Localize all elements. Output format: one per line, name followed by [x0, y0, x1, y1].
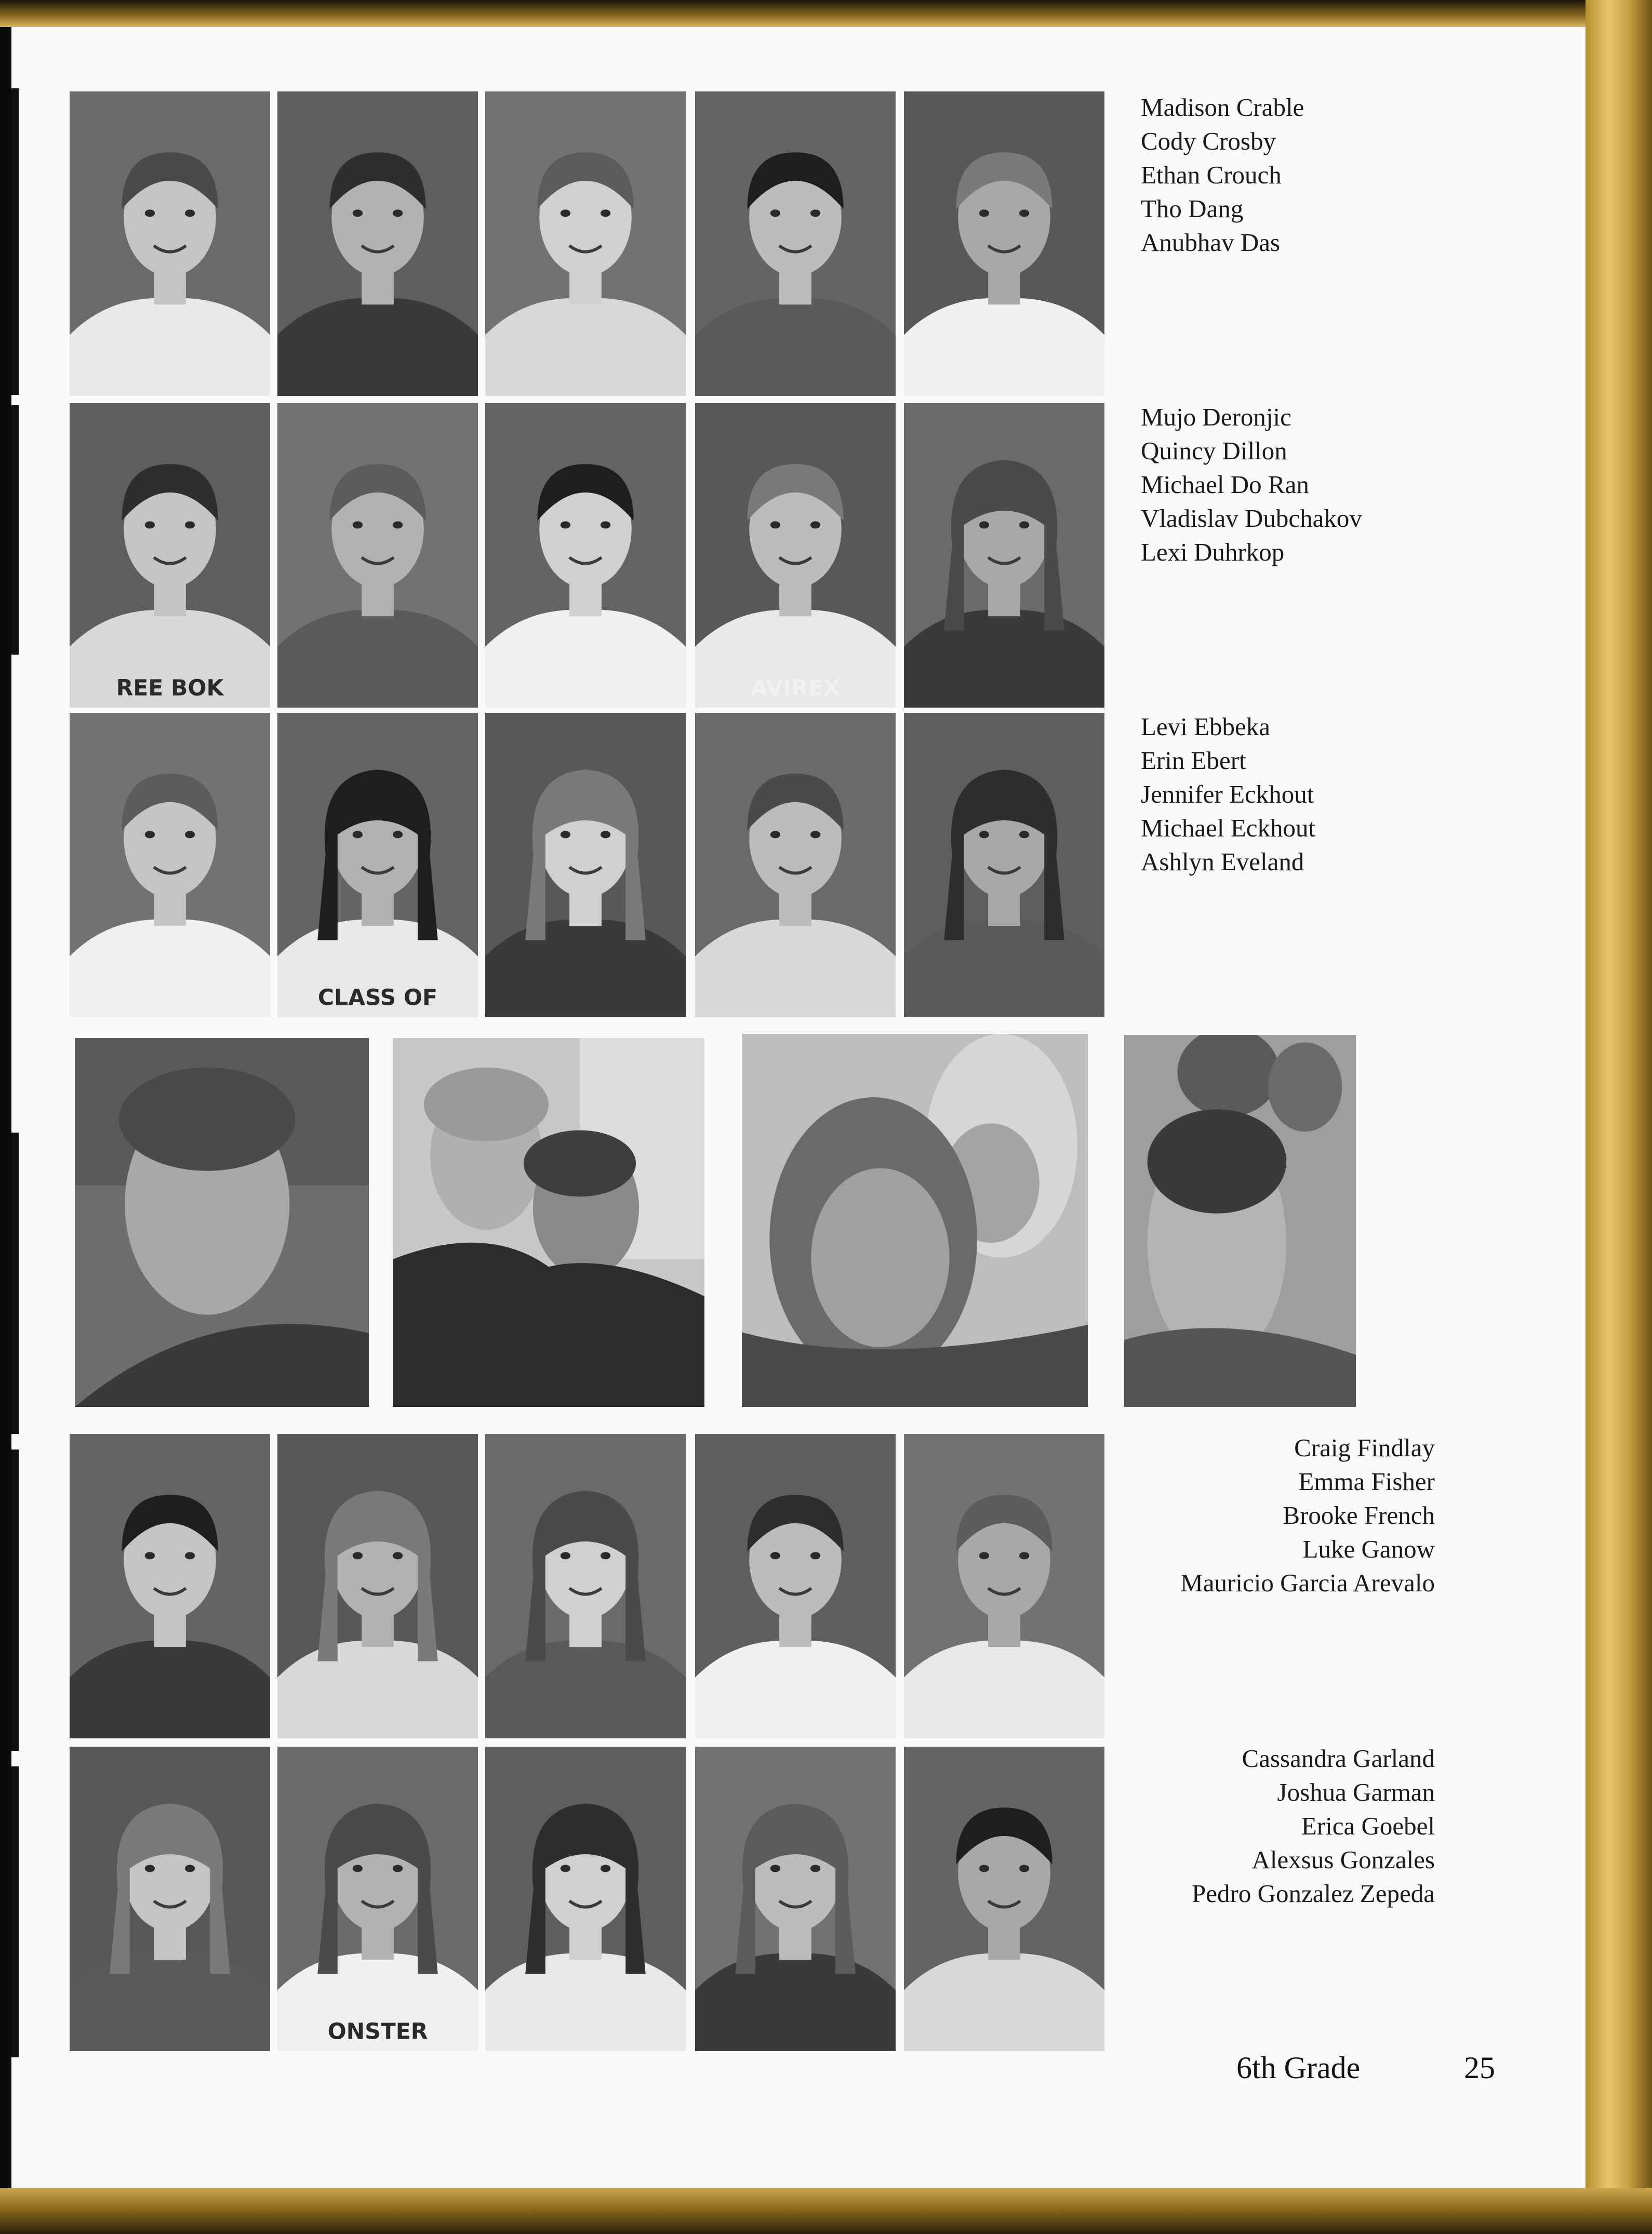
student-name: Mujo Deronjic [1141, 403, 1291, 431]
student-portrait [695, 91, 896, 396]
student-name: Jennifer Eckhout [1141, 780, 1314, 808]
student-portrait [904, 713, 1104, 1017]
student-name: Luke Ganow [1302, 1535, 1435, 1563]
shirt-lettering: CLASS OF [317, 985, 438, 1011]
student-portrait [904, 1434, 1104, 1738]
student-name: Lexi Duhrkop [1141, 538, 1285, 566]
student-portrait [277, 1434, 478, 1738]
student-portrait [277, 713, 478, 1017]
names-list-row-3 [1141, 710, 1315, 879]
names-list-row-1 [1141, 90, 1304, 259]
candid-photo-two-students [393, 1038, 704, 1407]
student-portrait [485, 403, 686, 708]
student-name: Cody Crosby [1141, 127, 1276, 155]
student-name: Emma Fisher [1298, 1467, 1435, 1496]
student-name: Ashlyn Eveland [1141, 847, 1304, 876]
binding-strip [11, 88, 19, 395]
names-list-row-4 [1180, 1431, 1435, 1600]
binding-strip [11, 1766, 19, 2057]
student-portrait [485, 91, 686, 396]
shirt-lettering: REE BOK [116, 675, 224, 701]
names-list-row-5 [1192, 1741, 1435, 1910]
student-portrait [904, 91, 1104, 396]
student-portrait [485, 1747, 686, 2051]
shirt-lettering: AVIREX [750, 675, 841, 701]
student-portrait [70, 1434, 270, 1738]
student-portrait [485, 1434, 686, 1738]
student-name: Alexsus Gonzales [1251, 1845, 1435, 1874]
student-portrait [70, 403, 270, 708]
student-portrait [695, 403, 896, 708]
binding-strip [11, 1133, 19, 1434]
student-portrait [904, 403, 1104, 708]
student-portrait [695, 1434, 896, 1738]
student-portrait [485, 713, 686, 1017]
student-name: Mauricio Garcia Arevalo [1180, 1568, 1435, 1597]
student-portrait [70, 91, 270, 396]
student-name: Craig Findlay [1294, 1433, 1435, 1462]
book-gilded-edge [1586, 0, 1652, 2234]
student-name: Quincy Dillon [1141, 436, 1287, 465]
candid-photo-boy [75, 1038, 369, 1407]
candid-photo-group [1124, 1035, 1356, 1407]
student-name: Joshua Garman [1277, 1778, 1435, 1806]
student-portrait [695, 713, 896, 1017]
student-name: Michael Eckhout [1141, 814, 1316, 842]
candid-photo-two-girls [742, 1034, 1088, 1407]
student-portrait [277, 91, 478, 396]
page-number: 25 [1464, 2051, 1495, 2085]
student-portrait [277, 1747, 478, 2051]
student-name: Levi Ebbeka [1141, 712, 1270, 741]
binding-strip [11, 1450, 19, 1751]
student-portrait [904, 1747, 1104, 2051]
student-name: Ethan Crouch [1141, 161, 1282, 189]
names-list-row-2 [1141, 400, 1362, 569]
student-name: Erica Goebel [1301, 1812, 1435, 1840]
student-name: Vladislav Dubchakov [1141, 504, 1362, 533]
student-name: Anubhav Das [1141, 228, 1281, 257]
binding-strip [11, 405, 19, 655]
book-bottom-edge [0, 2188, 1652, 2234]
student-name: Erin Ebert [1141, 746, 1246, 775]
student-name: Brooke French [1283, 1501, 1435, 1530]
shirt-lettering: ONSTER [327, 2018, 428, 2045]
student-portrait [70, 713, 270, 1017]
student-name: Pedro Gonzalez Zepeda [1192, 1879, 1435, 1908]
student-name: Madison Crable [1141, 93, 1304, 122]
student-portrait [277, 403, 478, 708]
student-portrait [70, 1747, 270, 2051]
student-name: Cassandra Garland [1242, 1744, 1435, 1773]
student-portrait [695, 1747, 896, 2051]
book-top-edge [0, 0, 1652, 27]
student-name: Michael Do Ran [1141, 470, 1309, 499]
section-label: 6th Grade [1236, 2051, 1361, 2085]
student-name: Tho Dang [1141, 194, 1244, 223]
